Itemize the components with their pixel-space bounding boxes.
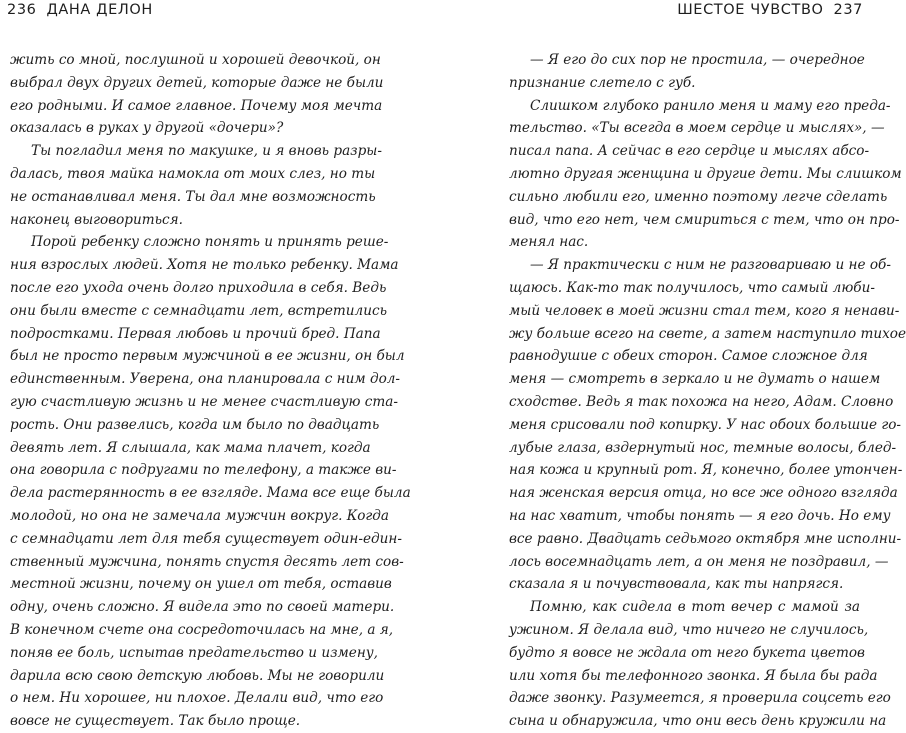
text-line: признание слетело с губ. — [509, 74, 696, 91]
text-line: они были вместе с семнадцати лет, встретились — [10, 302, 387, 319]
text-line: единственным. Уверена, она планировала с ним дол- — [10, 371, 401, 388]
left-page-text — [10, 49, 411, 733]
text-line: или хотя бы телефонного звонка. Я была бы рада — [509, 667, 878, 684]
text-line: подростками. Первая любовь и прочий бред. Папа — [10, 325, 381, 342]
text-line: девять лет. Я слышала, как мама плачет, когда — [10, 439, 371, 456]
text-line: не останавливал меня. Ты дал мне возможность — [10, 188, 376, 205]
text-line: ная женская версия отца, но все же одного взгляда — [509, 485, 898, 502]
text-line: щаюсь. Как-то так получилось, что самый люби- — [509, 279, 875, 296]
left-page — [0, 0, 435, 730]
text-line: был не просто первым мужчиной в ее жизни, он был — [10, 348, 405, 365]
right-running-head-title: ШЕСТОЕ ЧУВСТВО — [677, 2, 824, 18]
left-page-number: 236 — [7, 2, 37, 18]
text-line: выбрал двух других детей, которые даже не были — [10, 74, 384, 91]
right-page — [436, 0, 906, 730]
text-line: лютно другая женщина и другие дети. Мы слишком — [509, 165, 902, 182]
text-line: она говорила с подругами по телефону, а также ви- — [10, 462, 397, 479]
text-line: Ты погладил меня по макушке, и я вновь разры- — [31, 143, 382, 160]
text-line: равнодушие с обеих сторон. Самое сложное для — [509, 348, 868, 365]
text-line: молодой, но она не замечала мужчин вокруг. Когда — [10, 507, 390, 524]
text-line: его родными. И самое главное. Почему моя мечта — [10, 97, 383, 114]
text-line: сильно любили его, именно поэтому легче сделать — [509, 188, 888, 205]
text-line: гую счастливую жизнь и не менее счастливую ста- — [10, 393, 398, 410]
right-running-header — [677, 0, 863, 24]
text-line: далась, твоя майка намокла от моих слез, но ты — [10, 165, 376, 182]
text-line: Слишком глубоко ранило меня и маму его преда- — [530, 97, 891, 114]
text-line: меня срисовали под копирку. У нас обоих большие го- — [509, 416, 901, 433]
text-line: Помню, как сидела в тот вечер с мамой за — [530, 599, 860, 616]
text-line: рость. Они развелись, когда им было по двадцать — [10, 416, 380, 433]
text-line: вовсе не существует. Так было проще. — [10, 713, 301, 730]
text-line: тельство. «Ты всегда в моем сердце и мыслях», — — [509, 120, 885, 137]
right-page-number: 237 — [833, 2, 863, 18]
text-line: будто я вовсе не ждала от него букета цветов — [509, 644, 865, 661]
text-line: после его ухода очень долго приходила в себя. Ведь — [10, 279, 387, 296]
text-line: менял нас. — [509, 234, 589, 251]
text-line: ния взрослых людей. Хотя не только ребенку. Мама — [10, 257, 399, 274]
text-line: ственный мужчина, понять спустя десять лет сов- — [10, 553, 404, 570]
text-line: лось восемнадцать лет, а он меня не поздравил, — — [509, 553, 889, 570]
text-line: дела растерянность в ее взгляде. Мама все еще была — [10, 485, 411, 502]
text-line: писал папа. А сейчас в его сердце и мыслях абсо- — [509, 143, 870, 160]
text-line: о нем. Ни хорошее, ни плохое. Делали вид, что его — [10, 690, 384, 707]
text-line: дарила всю свою детскую любовь. Мы не говорили — [10, 667, 385, 684]
text-line: сына и обнаружила, что они весь день кружили на — [509, 713, 887, 730]
text-line: В конечном счете она сосредоточилась на мне, а я, — [10, 621, 394, 638]
text-line: одну, очень сложно. Я видела это по своей матери. — [10, 599, 395, 616]
text-line: вид, что его нет, чем смириться с тем, что он про- — [509, 211, 900, 228]
text-line: — Я практически с ним не разговариваю и не об- — [530, 257, 891, 274]
text-line: наконец выговориться. — [10, 211, 183, 228]
text-line: сказала я и почувствовала, как ты напрягся. — [509, 576, 844, 593]
text-line: лубые глаза, вздернутый нос, темные волосы, блед- — [509, 439, 897, 456]
left-running-header — [7, 0, 153, 24]
text-line: оказалась в руках у другой «дочери»? — [10, 120, 284, 137]
text-line: местной жизни, почему он ушел от тебя, оставив — [10, 576, 392, 593]
right-page-text — [509, 49, 906, 733]
text-line: все равно. Двадцать седьмого октября мне исполни- — [509, 530, 902, 547]
text-line: меня — смотреть в зеркало и не думать о нашем — [509, 371, 881, 388]
text-line: поняв ее боль, испытав предательство и измену, — [10, 644, 378, 661]
text-line: жу больше всего на свете, а затем наступило тихое — [509, 325, 906, 342]
text-line: сходстве. Ведь я так похожа на него, Адам. Словно — [509, 393, 894, 410]
text-line: мый человек в моей жизни стал тем, кого я ненави- — [509, 302, 900, 319]
left-running-head-author: ДАНА ДЕЛОН — [46, 2, 153, 18]
text-line: — Я его до сих пор не простила, — очередное — [530, 52, 865, 68]
text-line: Порой ребенку сложно понять и принять реше- — [31, 234, 389, 251]
text-line: жить со мной, послушной и хорошей девочкой, он — [10, 52, 381, 68]
text-line: даже звонку. Разумеется, я проверила соцсеть его — [509, 690, 891, 707]
text-line: ная кожа и крупный рот. Я, конечно, более утончен- — [509, 462, 903, 479]
text-line: на нас хватит, чтобы понять — я его дочь. Но ему — [509, 507, 891, 524]
text-line: ужином. Я делала вид, что ничего не случилось, — [509, 621, 869, 638]
text-line: с семнадцати лет для тебя существует один-един- — [10, 530, 402, 547]
